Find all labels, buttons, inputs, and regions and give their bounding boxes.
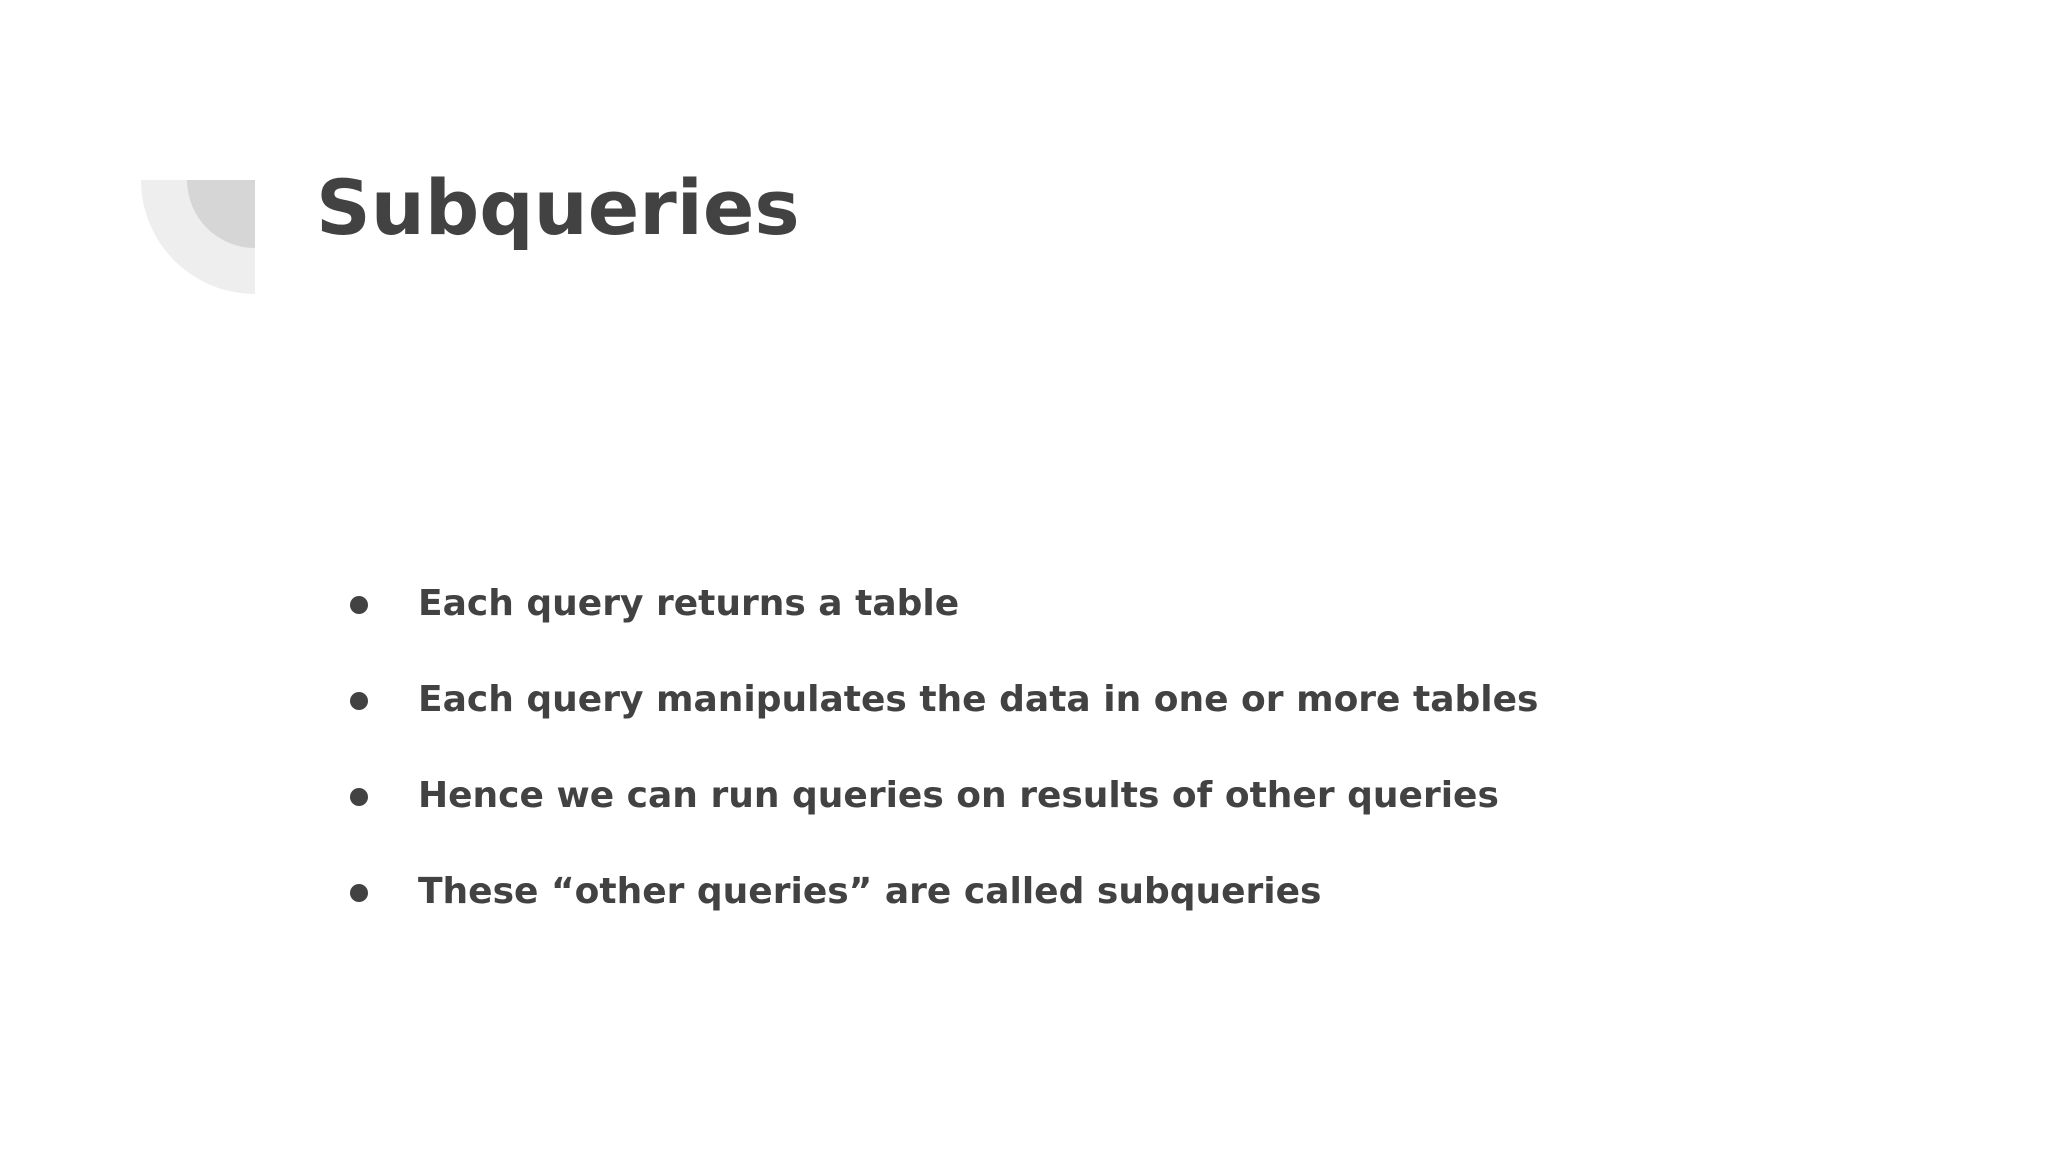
bullet-text: These “other queries” are called subqueries bbox=[418, 871, 1322, 912]
bullet-text: Each query manipulates the data in one or more tables bbox=[418, 679, 1539, 720]
bullet-dot-icon bbox=[350, 692, 368, 710]
bullet-dot-icon bbox=[350, 596, 368, 614]
bullet-dot-icon bbox=[350, 788, 368, 806]
slide-title: Subqueries bbox=[316, 163, 800, 252]
bullet-dot-icon bbox=[350, 884, 368, 902]
corner-decoration bbox=[141, 180, 255, 294]
bullet-text: Each query returns a table bbox=[418, 583, 960, 624]
bullet-text: Hence we can run queries on results of other queries bbox=[418, 775, 1499, 816]
